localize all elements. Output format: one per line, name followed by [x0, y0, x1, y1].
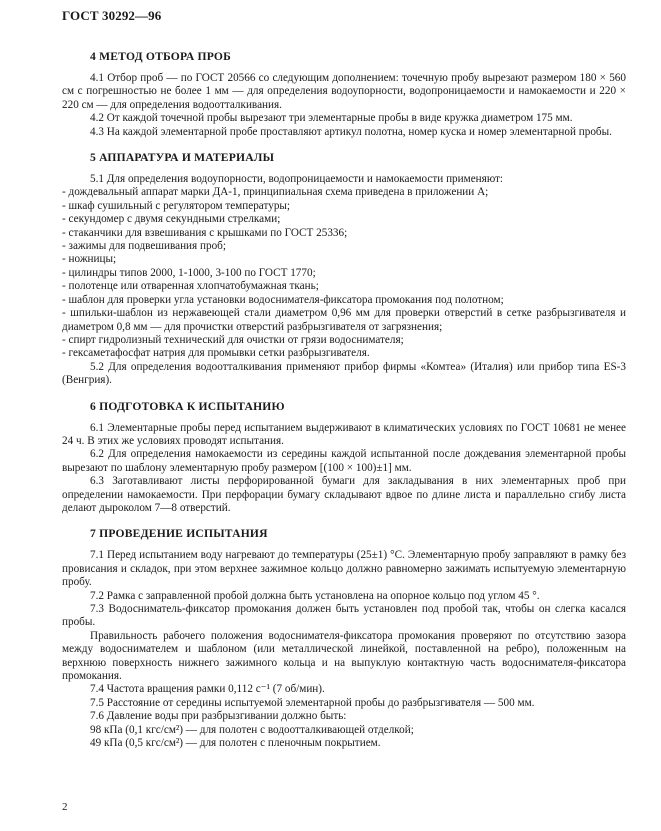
paragraph-4-1: 4.1 Отбор проб — по ГОСТ 20566 со следующим дополнением: точечную пробу вырезают размером 180 × 560 см с погрешностью не более 1 мм — для определения водоупорности, водопроницаемости и намокаемости и 220 × 220 см — для определения водоотталкивания. — [62, 72, 626, 111]
document-body — [62, 50, 626, 750]
paragraph-7-5: 7.5 Расстояние от середины испытуемой элементарной пробы до разбрызгивателя — 500 мм. — [90, 696, 535, 709]
section-7-title: 7 ПРОВЕДЕНИЕ ИСПЫТАНИЯ — [90, 527, 268, 541]
paragraph-6-1: 6.1 Элементарные пробы перед испытанием выдерживают в климатических условиях по ГОСТ 10681 не менее 24 ч. В этих же условиях проводят испытания. — [62, 421, 626, 447]
list-item: - секундомер с двумя секундными стрелками; — [62, 213, 281, 226]
document-header: ГОСТ 30292—96 — [62, 8, 162, 23]
list-item: - шкаф сушильный с регулятором температуры; — [62, 199, 291, 212]
list-item: - цилиндры типов 2000, 1-1000, 3-100 по ГОСТ 1770; — [62, 266, 316, 279]
list-item: - ножницы; — [62, 253, 117, 266]
list-item: - спирт гидролизный технический для очистки от грязи водоснимателя; — [62, 333, 404, 346]
paragraph-4-3: 4.3 На каждой элементарной пробе проставляют артикул полотна, номер куска и номер элементарной пробы. — [90, 125, 612, 138]
section-5-title: 5 АППАРАТУРА И МАТЕРИАЛЫ — [90, 151, 275, 165]
section-6-title: 6 ПОДГОТОВКА К ИСПЫТАНИЮ — [90, 399, 285, 413]
paragraph-7-4: 7.4 Частота вращения рамки 0,112 с⁻¹ (7 об/мин). — [90, 683, 325, 696]
page-number: 2 — [62, 801, 68, 813]
list-item: - шаблон для проверки угла установки водоснимателя-фиксатора промокания под полотном; — [62, 293, 504, 306]
list-item: - гексаметафосфат натрия для промывки сетки разбрызгивателя. — [62, 347, 370, 360]
paragraph-6-2: 6.2 Для определения намокаемости из середины каждой испытанной после дождевания элементарной пробы вырезают по шаблону элементарную пробу размером [(100 × 100)±1] мм. — [62, 448, 626, 474]
section-4-title: 4 МЕТОД ОТБОРА ПРОБ — [90, 50, 232, 63]
list-item: - дождевальный аппарат марки ДА-1, принципиальная схема приведена в приложении А; — [62, 186, 489, 199]
list-item: - полотенце или отваренная хлопчатобумажная ткань; — [62, 280, 319, 293]
pressure-value-1: 98 кПа (0,1 кгс/см²) — для полотен с водоотталкивающей отделкой; — [90, 723, 414, 736]
paragraph-5-1: 5.1 Для определения водоупорности, водопроницаемости и намокаемости применяют: — [90, 173, 504, 186]
list-item: - зажимы для подвешивания проб; — [62, 240, 226, 253]
paragraph-7-6: 7.6 Давление воды при разбрызгивании должно быть: — [90, 710, 347, 723]
pressure-value-2: 49 кПа (0,5 кгс/см²) — для полотен с пленочным покрытием. — [90, 737, 381, 750]
list-item: - стаканчики для взвешивания с крышками по ГОСТ 25336; — [62, 226, 348, 239]
paragraph-7-1: 7.1 Перед испытанием воду нагревают до температуры (25±1) °С. Элементарную пробу заправляют в рамку без провисания и складок, при этом верхнее зажимное кольцо должно равномерно зажимать испытуемую элементарную пробу. — [62, 549, 626, 589]
paragraph-7-2: 7.2 Рамка с заправленной пробой должна быть установлена на опорное кольцо под углом 45 °. — [90, 589, 540, 602]
list-item: - шпильки-шаблон из нержавеющей стали диаметром 0,96 мм для проверки отверстий в сетке разбрызгивателя и диаметром 0,8 мм — для прочистки отверстий разбрызгивателя от загрязнения; — [62, 307, 626, 333]
paragraph-5-2: 5.2 Для определения водоотталкивания применяют прибор фирмы «Комтеа» (Италия) или прибор типа ES-3 (Венгрия). — [62, 360, 626, 387]
paragraph-7-3: 7.3 Водосниматель-фиксатор промокания должен быть установлен под пробой так, чтобы он слегка касался пробы. — [62, 603, 626, 629]
paragraph-7-3-note: Правильность рабочего положения водоснимателя-фиксатора промокания проверяют по отсутствию зазора между водоснимателем и шаблоном (или металлической линейкой, поставленной на ребро), положенным на верхнюю поверхность нижнего зажимного кольца и на выпуклую контактную часть водоснимателя-фиксатора промокания. — [62, 629, 626, 683]
paragraph-6-3: 6.3 Заготавливают листы перфорированной бумаги для закладывания в них элементарных проб при определении намокаемости. При перфорации бумагу складывают вдвое по длине листа и параллельно сгибу листа делают дыроколом 7—8 отверстий. — [62, 475, 626, 514]
paragraph-4-2: 4.2 От каждой точечной пробы вырезают три элементарные пробы в виде кружка диаметром 175 мм. — [90, 112, 573, 125]
